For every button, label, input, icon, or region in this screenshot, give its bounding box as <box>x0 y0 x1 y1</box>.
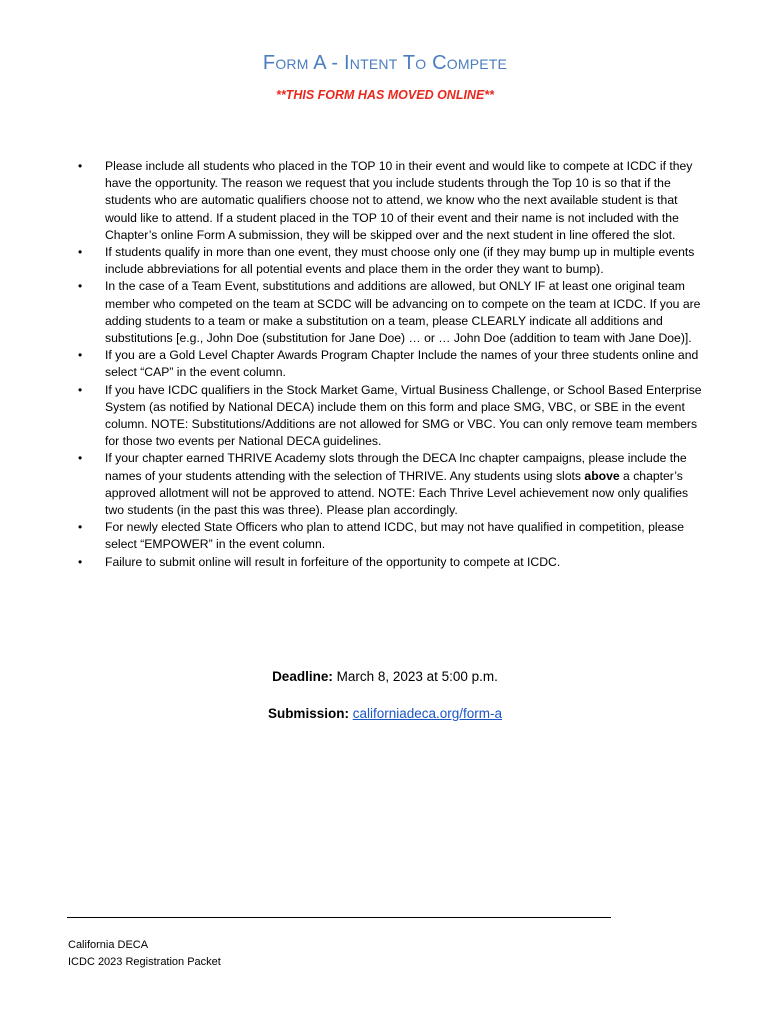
moved-online-notice: **THIS FORM HAS MOVED ONLINE** <box>275 88 495 102</box>
list-item-text: In the case of a Team Event, substitutions and additions are allowed, but ONLY IF at least one original team member who competed on the team at SCDC will be advancing on to compete on the team at ICDC. If you are adding students to a team or make a substitution on a team, please CLEARLY indicate all additions and substitutions [e.g., John Doe (substitution for Jane Doe) … or … John Doe (addition to team with Jane Doe)]. <box>105 279 701 346</box>
deadline-label: Deadline: <box>272 669 333 684</box>
bullet-icon: • <box>78 382 83 397</box>
deadline-value: March 8, 2023 at 5:00 p.m. <box>332 669 498 684</box>
submission-line <box>0 706 770 721</box>
page-title: Form A - Intent To Compete <box>262 52 508 74</box>
deadline-line <box>0 669 770 684</box>
bullet-icon: • <box>78 159 83 173</box>
bullet-icon: • <box>78 451 83 466</box>
list-item <box>78 554 708 571</box>
list-item-emphasis: above <box>584 468 620 483</box>
submission-link[interactable]: californiadeca.org/form-a <box>352 706 503 721</box>
footer-divider <box>67 917 611 918</box>
list-item-text-continued: a chapter’s approved allotment will not be approved to attend. NOTE: Each Thrive Level achievement now only qualifies two students (in the past this was three). Please plan accordingly. <box>105 468 689 518</box>
list-item-text: If students qualify in more than one event, they must choose only one (if they may bump up in multiple events include abbreviations for all potential events and place them in the order they want to bump). <box>105 245 695 277</box>
list-item <box>78 244 708 278</box>
page-footer <box>68 937 221 971</box>
list-item <box>78 382 708 451</box>
list-item-text: Failure to submit online will result in forfeiture of the opportunity to compete at ICDC. <box>105 554 561 569</box>
bullet-icon: • <box>78 554 83 569</box>
list-item-text: For newly elected State Officers who plan to attend ICDC, but may not have qualified in competition, please select “EMPOWER” in the event column. <box>105 520 684 552</box>
list-item <box>78 450 708 519</box>
list-item-text: If you are a Gold Level Chapter Awards Program Chapter Include the names of your three students online and select “CAP” in the event column. <box>105 348 699 380</box>
list-item-text: Please include all students who placed in the TOP 10 in their event and would like to compete at ICDC if they have the opportunity. The reason we request that you include students through the Top 10 is so that if the students who are automatic qualifiers choose not to attend, we know who the next available student is that would like to attend. If a student placed in the TOP 10 of their event and their name is not included with the Chapter’s online Form A submission, they will be skipped over and the next student in line offered the slot. <box>105 159 693 242</box>
list-item-text: If your chapter earned THRIVE Academy slots through the DECA Inc chapter campaigns, please include the names of your students attending with the selection of THRIVE. Any students using slots <box>105 451 687 483</box>
list-item <box>78 519 708 553</box>
list-item <box>78 347 708 381</box>
list-item <box>78 158 708 244</box>
submission-label: Submission: <box>267 706 349 721</box>
bullet-icon: • <box>78 348 83 363</box>
footer-organization: California DECA <box>68 939 149 951</box>
bullet-icon: • <box>78 520 83 535</box>
bullet-icon: • <box>78 245 83 260</box>
instructions-list <box>78 158 708 571</box>
footer-packet-name: ICDC 2023 Registration Packet <box>68 956 221 968</box>
bullet-icon: • <box>78 279 83 294</box>
list-item <box>78 278 708 347</box>
list-item-text: If you have ICDC qualifiers in the Stock Market Game, Virtual Business Challenge, or School Based Enterprise System (as notified by National DECA) include them on this form and place SMG, VBC, or SBE in the event column. NOTE: Substitutions/Additions are not allowed for SMG or VBC. You can only remove team members for those two events per National DECA guidelines. <box>105 382 702 449</box>
